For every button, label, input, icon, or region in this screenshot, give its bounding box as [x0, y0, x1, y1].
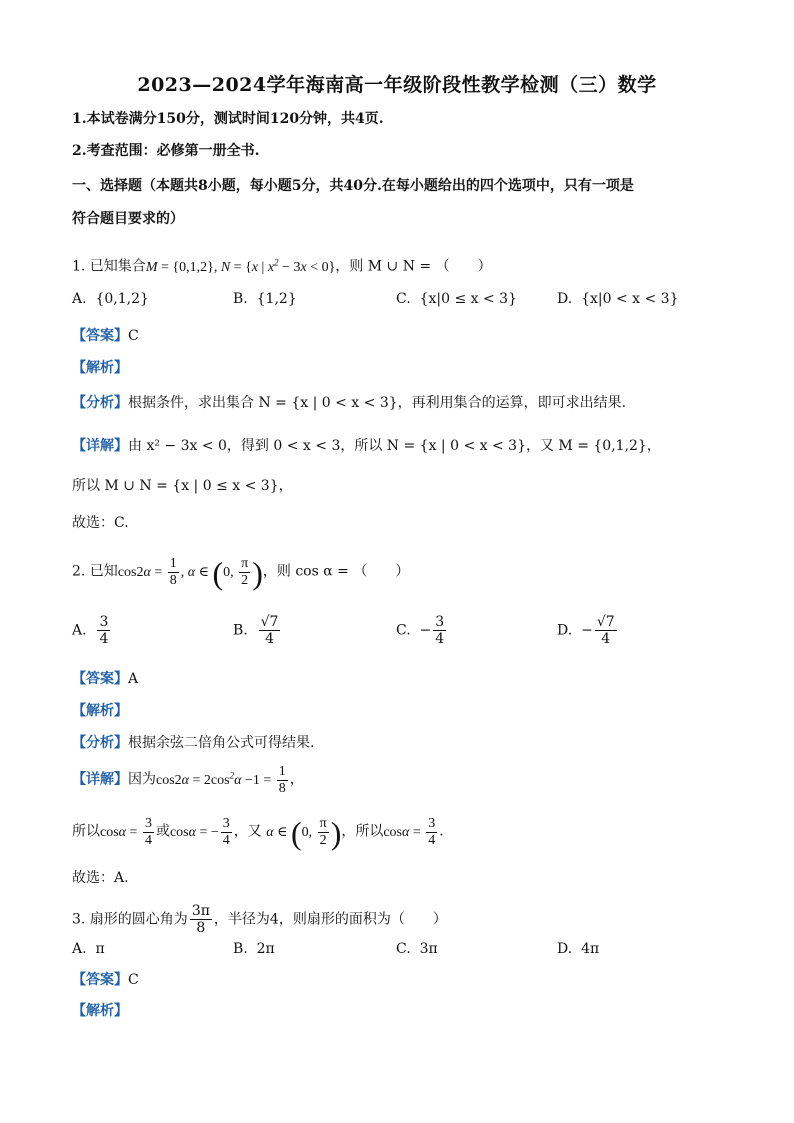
section-heading-line-1: 一、选择题（本题共8小题，每小题5分，共40分.在每小题给出的四个选项中，只有一项是: [72, 178, 634, 194]
q3-option-c: C. 3π: [396, 941, 438, 957]
q2-detail-1: 【详解】因为$\cos 2\alpha = 2\cos^2\alpha -1$ = $\frac{1}{8}$ ，: [72, 764, 304, 796]
q3-option-b: B. 2π: [233, 941, 275, 957]
q2-stem-formula: cos2α = $\frac{1}{8}$ , α ∈ (0, $\frac{\pi}{2}$ ): [117, 554, 263, 591]
q1-analysis-label: 【解析】: [72, 360, 128, 376]
q1-stem-sets: M = {0,1,2}, N = {x | $x^2 - 3x < 0$}: [145, 257, 336, 275]
q1-answer: 【答案】C: [72, 328, 139, 344]
note-1: 1.本试卷满分150分，测试时间120分钟，共4页.: [72, 111, 384, 127]
q2-analysis-label: 【解析】: [72, 703, 128, 719]
q3-analysis-label: 【解析】: [72, 1003, 128, 1019]
q1-fenxi: 【分析】根据条件，求出集合 N = {x | 0 < x < 3}，再利用集合的运算，即可求出结果.: [72, 395, 627, 411]
q3-stem: 3. 扇形的圆心角为 $\frac{3\pi}{8}$ ，半径为4，则扇形的面积为（ ）: [72, 903, 447, 936]
q2-option-a: A. $\frac{3}{4}$: [72, 614, 109, 647]
q3-option-a: A. π: [72, 941, 105, 957]
section-heading-line-2: 符合题目要求的）: [72, 211, 184, 227]
q1-option-c: C. {x|0 ≤ x < 3}: [396, 291, 517, 307]
q3-option-d: D. 4π: [557, 941, 600, 957]
q1-stem: 1. 已知集合M = {0,1,2}, N = {x | $x^2 - 3x < 0$}，则 M ∪ N = （ ）: [72, 257, 492, 275]
q2-choice: 故选：A.: [72, 870, 129, 886]
q1-detail-1: 【详解】由 x² − 3x < 0，得到 0 < x < 3，所以 N = {x | 0 < x < 3}，又 M = {0,1,2}，: [72, 438, 661, 454]
q1-option-a: A. {0,1,2}: [72, 291, 149, 307]
q2-stem: 2. 已知cos2α = $\frac{1}{8}$ , α ∈ (0, $\frac{\pi}{2}$ )，则 cos α = （ ）: [72, 554, 410, 591]
q1-option-b: B. {1,2}: [233, 291, 297, 307]
q3-answer: 【答案】C: [72, 972, 139, 988]
q2-option-d: D. − $\frac{√7}{4}$: [557, 614, 615, 647]
q1-option-d: D. {x|0 < x < 3}: [557, 291, 679, 307]
q1-detail-2: 所以 M ∪ N = {x | 0 ≤ x < 3}，: [72, 478, 293, 494]
page-title: 2023—2024学年海南高一年级阶段性教学检测（三）数学: [137, 74, 657, 96]
q1-choice: 故选：C.: [72, 515, 129, 531]
note-2: 2.考查范围：必修第一册全书.: [72, 143, 260, 159]
q2-answer: 【答案】A: [72, 671, 139, 687]
q2-option-c: C. − $\frac{3}{4}$: [396, 614, 445, 647]
q2-fenxi: 【分析】根据余弦二倍角公式可得结果.: [72, 735, 315, 751]
q2-option-b: B. $\frac{√7}{4}$: [233, 614, 279, 647]
q2-detail-2: 所以cosα = $\frac{3}{4}$ 或cosα = − $\frac{3}{4}$ ，又 α ∈ (0, $\frac{\pi}{2}$ )，所以cosα = $\frac{3}{4}$ .: [72, 814, 444, 851]
